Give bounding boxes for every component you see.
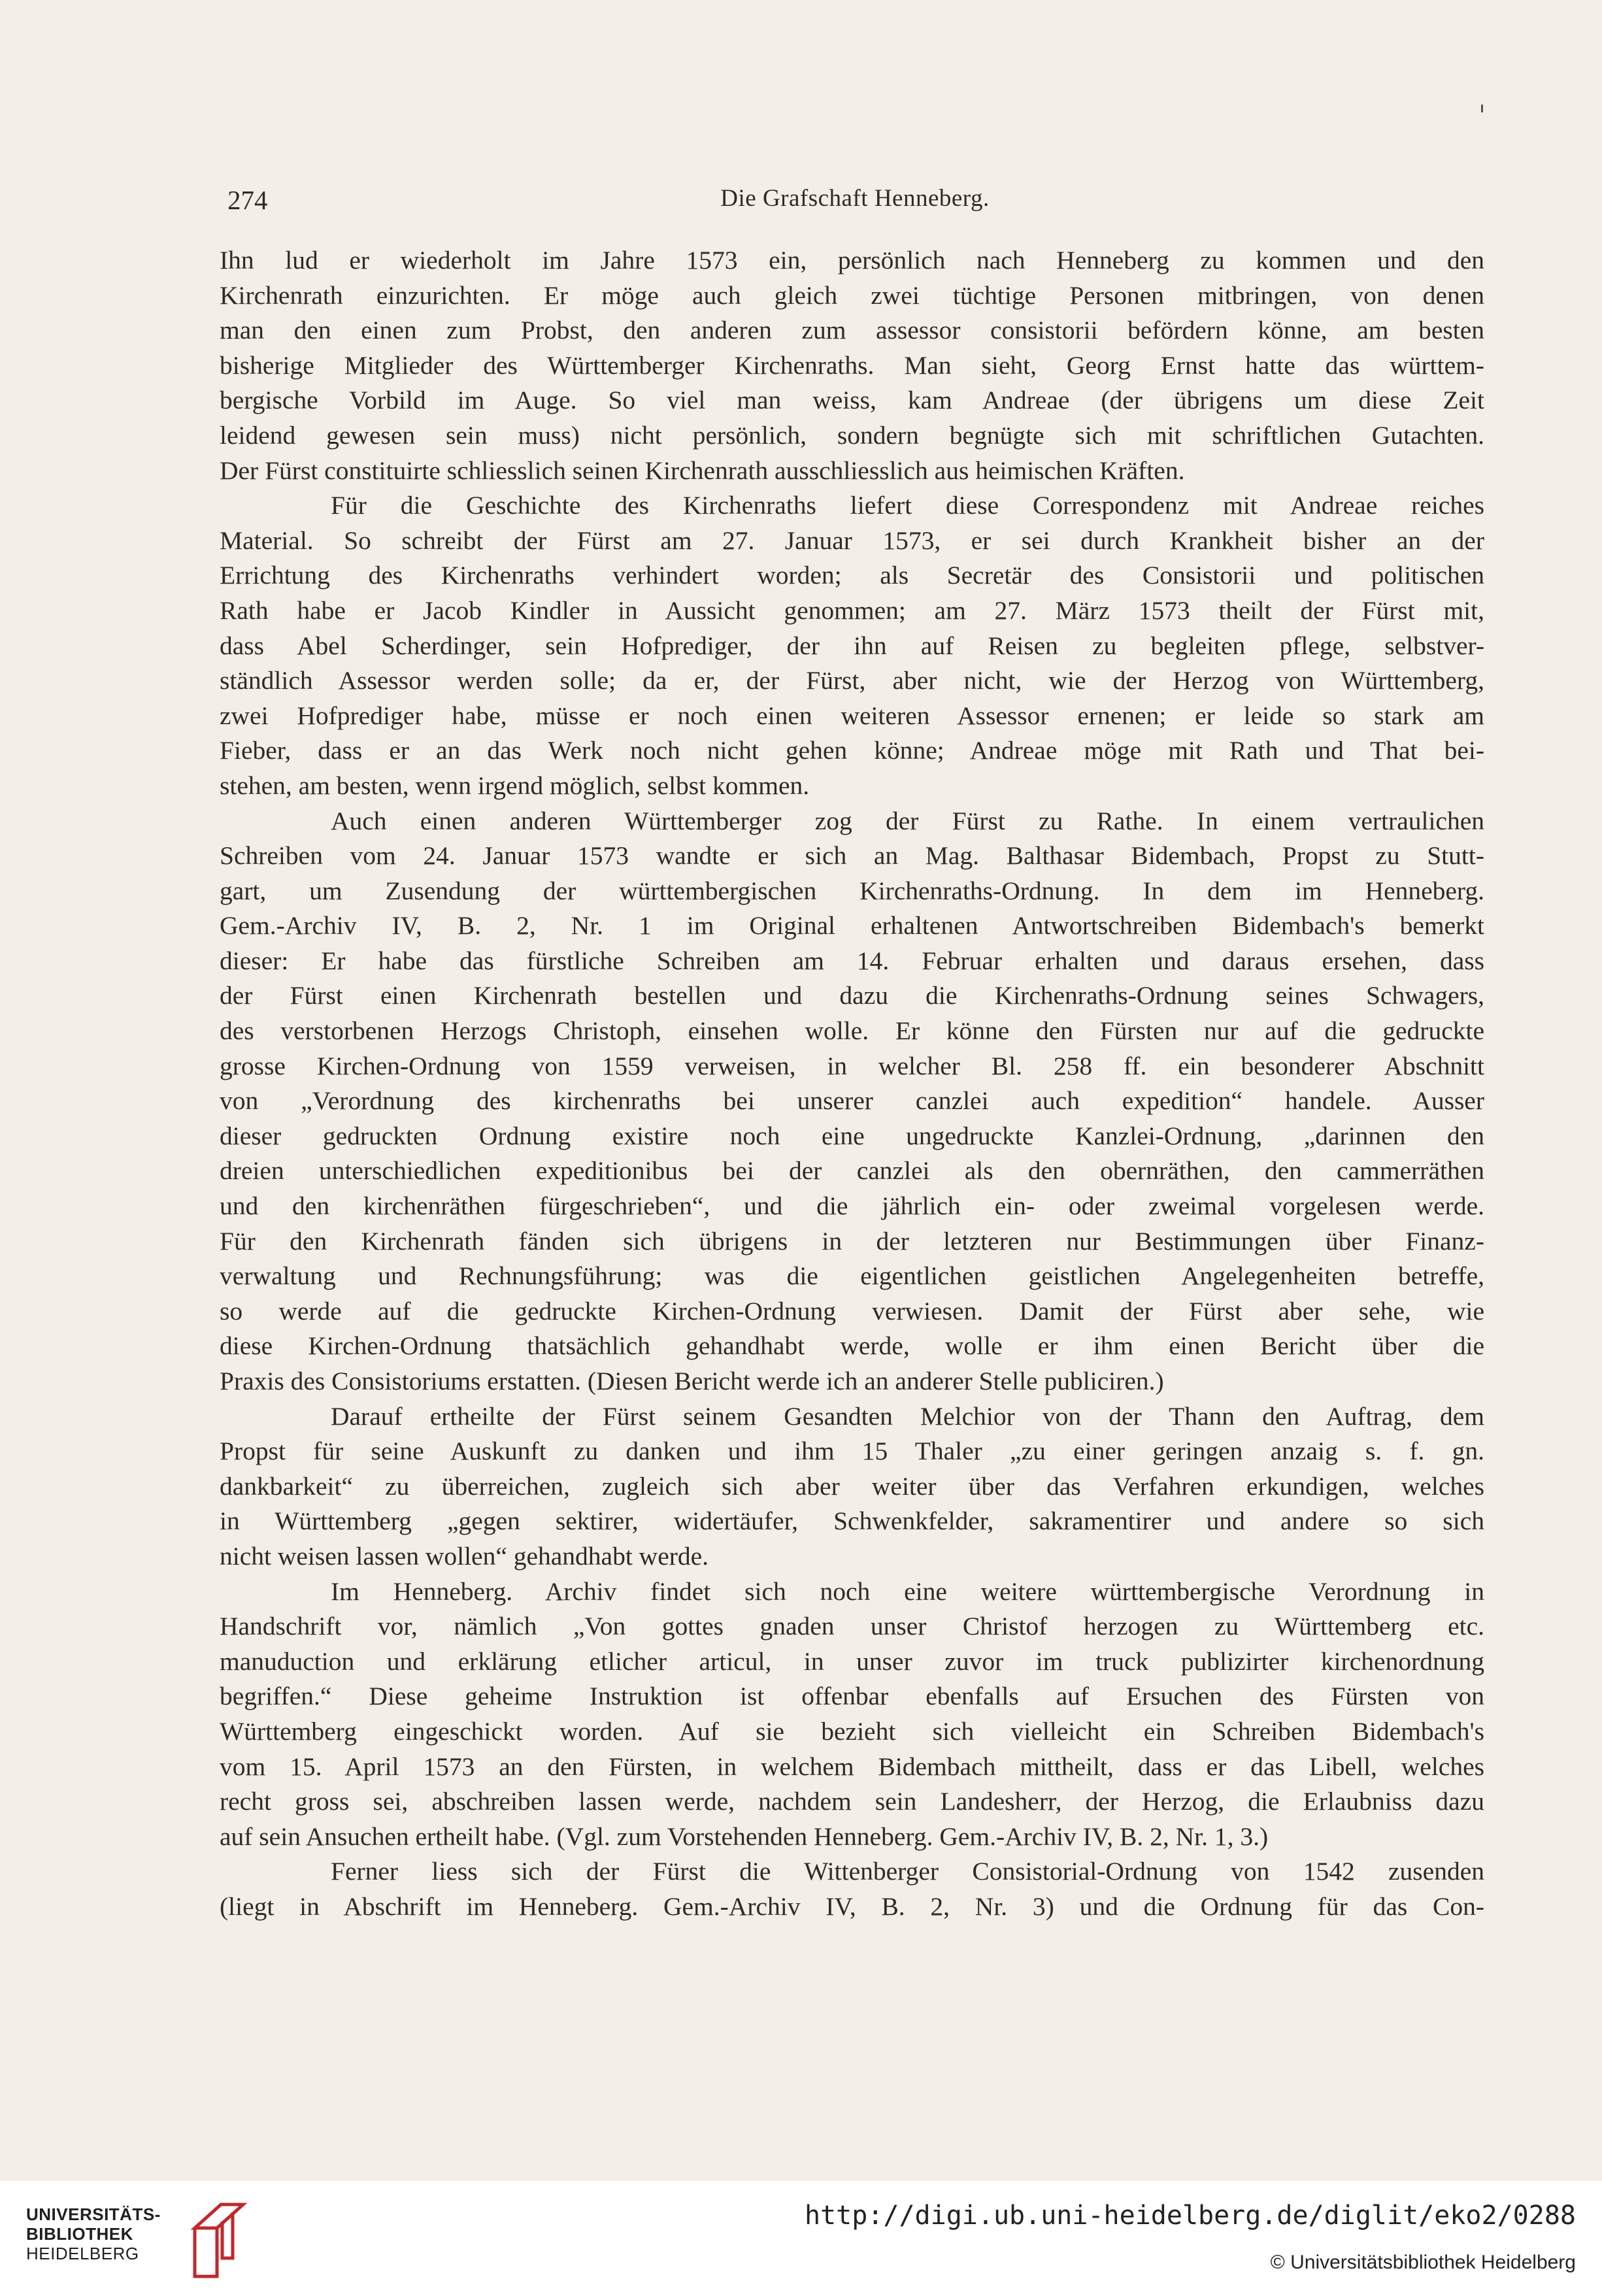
body-text xyxy=(220,243,1484,1925)
text-line: und den kirchenräthen fürgeschrieben“, und die jährlich ein- oder zweimal vorgelesen werde. xyxy=(220,1191,1484,1221)
text-line: Ferner liess sich der Fürst die Wittenberger Consistorial-Ordnung von 1542 zusenden xyxy=(331,1857,1484,1886)
text-line: Handschrift vor, nämlich „Von gottes gnaden unser Christof herzogen zu Württemberg etc. xyxy=(220,1612,1484,1641)
library-name-line1: UNIVERSITÄTS- xyxy=(26,2204,161,2224)
text-line: Rath habe er Jacob Kindler in Aussicht genommen; am 27. März 1573 theilt der Fürst mit, xyxy=(220,595,1484,625)
text-line: dankbarkeit“ zu überreichen, zugleich sich aber weiter über das Verfahren erkundigen, welches xyxy=(220,1471,1484,1501)
text-line: Kirchenrath einzurichten. Er möge auch gleich zwei tüchtige Personen mitbringen, von denen xyxy=(220,280,1484,310)
text-line: Württemberg eingeschickt worden. Auf sie bezieht sich vielleicht ein Schreiben Bidembach's xyxy=(220,1716,1484,1746)
text-line: Propst für seine Auskunft zu danken und ihm 15 Thaler „zu einer geringen anzaig s. f. gn. xyxy=(220,1437,1484,1466)
text-line: Fieber, dass er an das Werk noch nicht gehen könne; Andreae möge mit Rath und That bei- xyxy=(220,736,1484,765)
text-line: Für den Kirchenrath fänden sich übrigens in der letzteren nur Bestimmungen über Finanz- xyxy=(220,1226,1484,1256)
text-line: recht gross sei, abschreiben lassen werde, nachdem sein Landesherr, der Herzog, die Erlaubniss dazu xyxy=(220,1787,1484,1816)
text-line: Material. So schreibt der Fürst am 27. Januar 1573, er sei durch Krankheit bisher an der xyxy=(220,525,1484,555)
library-logo-icon xyxy=(183,2195,248,2280)
text-line: Auch einen anderen Württemberger zog der Fürst zu Rathe. In einem vertraulichen xyxy=(331,806,1484,835)
running-title: Die Grafschaft Henneberg. xyxy=(720,185,990,212)
text-line: diese Kirchen-Ordnung thatsächlich gehandhabt werde, wolle er ihm einen Bericht über die xyxy=(220,1331,1484,1361)
text-line: zwei Hofprediger habe, müsse er noch einen weiteren Assessor ernenen; er leide so stark am xyxy=(220,701,1484,730)
text-line: des verstorbenen Herzogs Christoph, einsehen wolle. Er könne den Fürsten nur auf die gedruckte xyxy=(220,1016,1484,1046)
text-line: dass Abel Scherdinger, sein Hofprediger, der ihn auf Reisen zu begleiten pflege, selbstver- xyxy=(220,631,1484,660)
text-line: in Württemberg „gegen sektirer, widertäufer, Schwenkfelder, sakramentirer und andere so sich xyxy=(220,1506,1484,1536)
running-head xyxy=(227,184,1482,224)
text-line: dieser: Er habe das fürstliche Schreiben am 14. Februar erhalten und daraus ersehen, dass xyxy=(220,946,1484,975)
text-line: der Fürst einen Kirchenrath bestellen und dazu die Kirchenraths-Ordnung seines Schwagers, xyxy=(220,981,1484,1010)
page-number: 274 xyxy=(227,185,268,215)
text-line: stehen, am besten, wenn irgend möglich, selbst kommen. xyxy=(220,771,810,800)
text-line: man den einen zum Probst, den anderen zum assessor consistorii befördern könne, am besten xyxy=(220,316,1484,345)
text-line: manuduction und erklärung etlicher articul, in unser zuvor im truck publizirter kirchenordnung xyxy=(220,1646,1484,1676)
permalink-url[interactable]: http://digi.ub.uni-heidelberg.de/diglit/eko2/0288 xyxy=(804,2201,1576,2231)
library-name-line3: HEIDELBERG xyxy=(26,2244,139,2263)
library-logo[interactable] xyxy=(26,2195,301,2287)
text-line: bergische Vorbild im Auge. So viel man weiss, kam Andreae (der übrigens um diese Zeit xyxy=(220,386,1484,415)
text-line: Für die Geschichte des Kirchenraths liefert diese Correspondenz mit Andreae reiches xyxy=(331,491,1484,520)
text-line: Darauf ertheilte der Fürst seinem Gesandten Melchior von der Thann den Auftrag, dem xyxy=(331,1401,1484,1431)
text-line: gart, um Zusendung der württembergischen Kirchenraths-Ordnung. In dem im Henneberg. xyxy=(220,876,1484,905)
text-line: nicht weisen lassen wollen“ gehandhabt werde. xyxy=(220,1541,709,1571)
text-line: begriffen.“ Diese geheime Instruktion ist offenbar ebenfalls auf Ersuchen des Fürsten von xyxy=(220,1682,1484,1711)
text-line: vom 15. April 1573 an den Fürsten, in welchem Bidembach mittheilt, dass er das Libell, welches xyxy=(220,1752,1484,1781)
text-line: ständlich Assessor werden solle; da er, der Fürst, aber nicht, wie der Herzog von Württemberg, xyxy=(220,666,1484,695)
text-line: Ihn lud er wiederholt im Jahre 1573 ein, persönlich nach Henneberg zu kommen und den xyxy=(220,246,1484,275)
text-line: Gem.-Archiv IV, B. 2, Nr. 1 im Original erhaltenen Antwortschreiben Bidembach's bemerkt xyxy=(220,911,1484,940)
text-line: Praxis des Consistoriums erstatten. (Diesen Bericht werde ich an anderer Stelle publiciren.) xyxy=(220,1367,1164,1395)
text-line: leidend gewesen sein muss) nicht persönlich, sondern begnügte sich mit schriftlichen Gutachten. xyxy=(220,420,1484,450)
text-line: von „Verordnung des kirchenraths bei unserer canzlei auch expedition“ handele. Ausser xyxy=(220,1086,1484,1116)
library-name-line2: BIBLIOTHEK xyxy=(26,2224,133,2244)
text-line: Im Henneberg. Archiv findet sich noch eine weitere württembergische Verordnung in xyxy=(331,1576,1484,1606)
text-line: Errichtung des Kirchenraths verhindert worden; als Secretär des Consistorii und politischen xyxy=(220,561,1484,590)
text-line: dreien unterschiedlichen expeditionibus bei der canzlei als den obernräthen, den cammerräthen xyxy=(220,1156,1484,1186)
text-line: Schreiben vom 24. Januar 1573 wandte er sich an Mag. Balthasar Bidembach, Propst zu Stutt- xyxy=(220,841,1484,871)
text-line: (liegt in Abschrift im Henneberg. Gem.-Archiv IV, B. 2, Nr. 3) und die Ordnung für das Con- xyxy=(220,1891,1484,1921)
text-line: so werde auf die gedruckte Kirchen-Ordnung verwiesen. Damit der Fürst aber sehe, wie xyxy=(220,1296,1484,1325)
scan-mark xyxy=(1481,105,1483,112)
text-line: grosse Kirchen-Ordnung von 1559 verweisen, in welcher Bl. 258 ff. ein besonderer Abschnitt xyxy=(220,1051,1484,1080)
copyright-notice: © Universitätsbibliothek Heidelberg xyxy=(1270,2252,1576,2273)
text-line: Der Fürst constituirte schliesslich seinen Kirchenrath ausschliesslich aus heimischen Kräften. xyxy=(220,456,1185,485)
text-line: verwaltung und Rechnungsführung; was die eigentlichen geistlichen Angelegenheiten betreffe, xyxy=(220,1261,1484,1291)
text-line: dieser gedruckten Ordnung existire noch eine ungedruckte Kanzlei-Ordnung, „darinnen den xyxy=(220,1121,1484,1150)
library-name xyxy=(26,2204,161,2263)
text-line: bisherige Mitglieder des Württemberger Kirchenraths. Man sieht, Georg Ernst hatte das württem- xyxy=(220,350,1484,380)
viewer-footer xyxy=(0,2181,1602,2296)
text-line: auf sein Ansuchen ertheilt habe. (Vgl. zum Vorstehenden Henneberg. Gem.-Archiv IV, B. 2, Nr. 1, 3.) xyxy=(220,1822,1269,1851)
